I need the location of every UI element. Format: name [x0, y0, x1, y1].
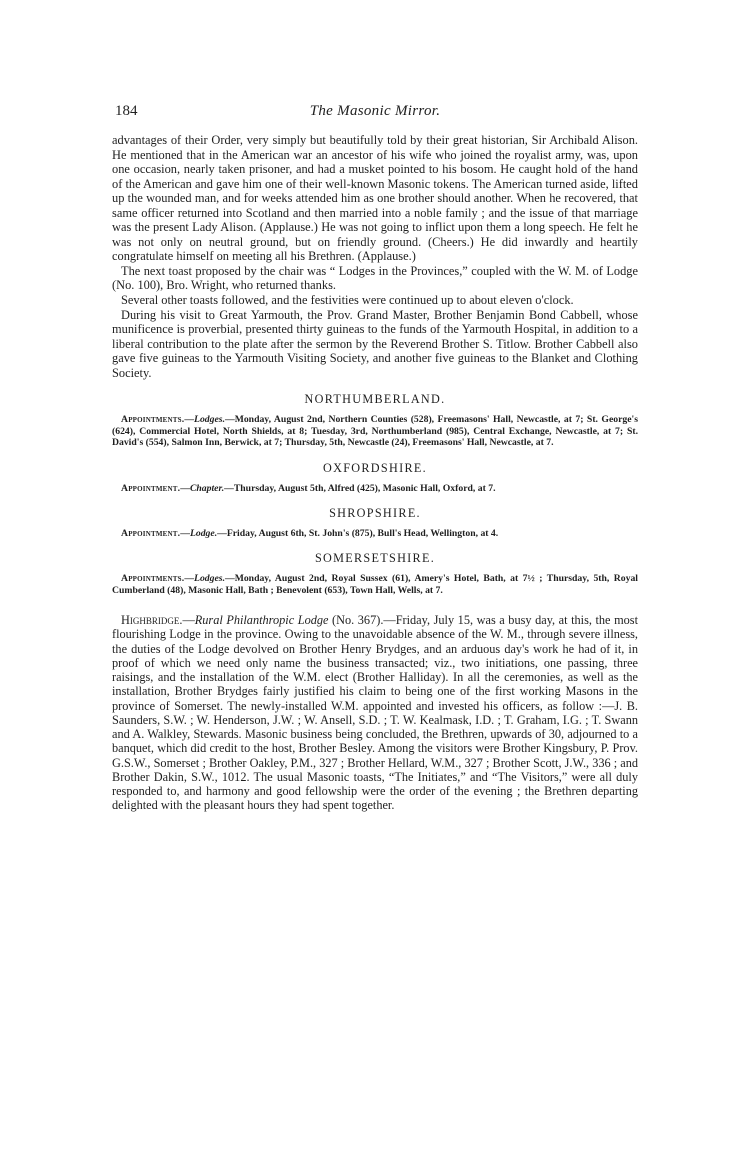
- paragraph: advantages of their Order, very simply but beautifully told by their great historian, Sir Archibald Alison. He mentioned that in the American war an ancestor of his wife who joined the royalist army, was, upon one occasion, nearly taken prisoner, and had a musket pointed to his bosom. He caught hold of the hand of the American and gave him one of their well-known Masonic tokens. The American turned aside, lifted up the wounded man, and for weeks attended him as one brother should another. When he recovered, that same officer returned into Scotland and then married into a noble family ; and the issue of that marriage was the present Lady Alison. (Applause.) He was not going to inflict upon them a long speech. He felt he was not only on neutral ground, but on friendly ground. (Cheers.) He did inwardly and heartily congratulate himself on meeting all his Brethren. (Applause.): [112, 133, 638, 264]
- section-heading-shropshire: SHROPSHIRE.: [329, 505, 421, 520]
- section-heading-oxfordshire: OXFORDSHIRE.: [323, 460, 427, 475]
- appointment-label: Appointments.: [121, 573, 185, 585]
- running-title: The Masonic Mirror.: [309, 103, 441, 119]
- appointment-kind: Lodge.: [189, 527, 218, 539]
- page: [112, 103, 638, 813]
- appointment-kind: Lodges.: [194, 414, 225, 426]
- paragraph: Several other toasts followed, and the festivities were continued up to about eleven o'clock.: [121, 293, 574, 308]
- appointment-text: —Monday, August 2nd, Royal Sussex (61), Amery's Hotel, Bath, at 7½ ; Thursday, 5th, Royal Cumberland (48), Masonic Hall, Bath ; Benevolent (653), Town Hall, Wells, at 7.: [112, 573, 638, 596]
- appointments-shropshire: Appointment.—Lodge.—Friday, August 6th, St. John's (875), Bull's Head, Wellington, at 4.: [121, 527, 499, 539]
- appointment-label: Appointment.: [121, 527, 181, 539]
- intro-text: [112, 133, 638, 380]
- appointments-somersetshire: Appointments.—Lodges.—Monday, August 2nd, Royal Sussex (61), Amery's Hotel, Bath, at 7½ ; Thursday, 5th, Royal Cumberland (48), Masonic Hall, Bath ; Benevolent (653), Town Hall, Wells, at 7.: [112, 573, 638, 596]
- paragraph: Highbridge.—Rural Philanthropic Lodge (No. 367).—Friday, July 15, was a busy day, at this, the most flourishing Lodge in the province. Owing to the unavoidable absence of the W. M., through severe illness, the duties of the Lodge devolved on Brother Henry Brydges, and an arduous day's work he had of it, in proof of which we need only name the business transacted; viz., two initiations, one passing, three raisings, and the installation of the W.M. elect (Brother Halliday). In all the ceremonies, as well as the installation, Brother Brydges fairly justified his claim to being one of the first working Masons in the province of Somerset. The newly-installed W.M. appointed and invested his officers, as follow :—J. B. Saunders, S.W. ; W. Henderson, J.W. ; W. Ansell, S.D. ; T. W. Kealmask, I.D. ; T. Graham, I.G. ; T. Swann and A. Walkley, Stewards. Masonic business being concluded, the Brethren, upwards of 30, adjourned to a banquet, which did credit to the host, Brother Besley. Among the visitors were Brother Kingsbury, P. Prov. G.S.W., Somerset ; Brother Oakley, P.M., 327 ; Brother Hellard, W.M., 327 ; Brother Scott, J.W., 336 ; and Brother Dakin, S.W., 1012. The usual Masonic toasts, “The Initiates,” and “The Visitors,” were all duly responded to, and harmony and good fellowship were the order of the evening ; the Brethren departing delighted with the pleasant hours they had spent together.: [112, 613, 638, 813]
- section-heading-northumberland: NORTHUMBERLAND.: [304, 392, 446, 407]
- appointment-kind: Chapter.: [189, 482, 225, 494]
- paragraph: The next toast proposed by the chair was “ Lodges in the Provinces,” coupled with the W. M. of Lodge (No. 100), Bro. Wright, who returned thanks.: [112, 263, 638, 293]
- paragraph: During his visit to Great Yarmouth, the Prov. Grand Master, Brother Benjamin Bond Cabbell, whose munificence is proverbial, presented thirty guineas to the funds of the Yarmouth Hospital, in addition to a liberal contribution to the plate after the sermon by the Reverend Brother S. Titlow. Brother Cabbell also gave five guineas to the Yarmouth Visiting Society, and another five guineas to the Blanket and Clothing Society.: [112, 307, 638, 380]
- appointments-oxfordshire: Appointment.—Chapter.—Thursday, August 5th, Alfred (425), Masonic Hall, Oxford, at 7.: [121, 482, 496, 494]
- appointment-text: —Monday, August 2nd, Northern Counties (528), Freemasons' Hall, Newcastle, at 7; St. George's (624), Commercial Hotel, North Shields, at 8; Tuesday, 3rd, Northumberland (985), Central Exchange, Newcastle, at 7; St. David's (554), Salmon Inn, Berwick, at 7; Thursday, 5th, Newcastle (24), Freemasons' Hall, Newcastle, at 7.: [112, 414, 638, 449]
- appointment-text: —Thursday, August 5th, Alfred (425), Masonic Hall, Oxford, at 7.: [224, 482, 496, 494]
- appointment-kind: Lodges.: [194, 573, 225, 585]
- highbridge-report: [112, 613, 638, 813]
- lodge-name: Rural Philanthropic Lodge: [194, 613, 329, 628]
- page-number: 184: [115, 103, 138, 119]
- appointments-northumberland: Appointments.—Lodges.—Monday, August 2nd, Northern Counties (528), Freemasons' Hall, Newcastle, at 7; St. George's (624), Commercial Hotel, North Shields, at 8; Tuesday, 3rd, Northumberland (985), Central Exchange, Newcastle, at 7; St. David's (554), Salmon Inn, Berwick, at 7; Thursday, 5th, Newcastle (24), Freemasons' Hall, Newcastle, at 7.: [112, 414, 638, 449]
- page-header: [112, 103, 638, 123]
- appointment-label: Appointment.: [121, 482, 181, 494]
- report-text: (No. 367).—Friday, July 15, was a busy day, at this, the most flourishing Lodge in the province. Owing to the unavoidable absence of the W. M., through severe illness, the duties of the Lodge devolved on Brother Henry Brydges, and an arduous day's work he had of it, in proof of which we need only name the business transacted; viz., two initiations, one passing, three raisings, and the installation of the W.M. elect (Brother Halliday). In all the ceremonies, as well as the installation, Brother Brydges fairly justified his claim to being one of the first working Masons in the province of Somerset. The newly-installed W.M. appointed and invested his officers, as follow :—J. B. Saunders, S.W. ; W. Henderson, J.W. ; W. Ansell, S.D. ; T. W. Kealmask, I.D. ; T. Graham, I.G. ; T. Swann and A. Walkley, Stewards. Masonic business being concluded, the Brethren, upwards of 30, adjourned to a banquet, which did credit to the host, Brother Besley. Among the visitors were Brother Kingsbury, P. Prov. G.S.W., Somerset ; Brother Oakley, P.M., 327 ; Brother Hellard, W.M., 327 ; Brother Scott, J.W., 336 ; and Brother Dakin, S.W., 1012. The usual Masonic toasts, “The Initiates,” and “The Visitors,” were all duly responded to, and harmony and good fellowship were the order of the evening ; the Brethren departing delighted with the pleasant hours they had spent together.: [112, 613, 638, 813]
- place-name: Highbridge.: [121, 613, 183, 628]
- appointment-label: Appointments.: [121, 414, 185, 426]
- appointment-text: —Friday, August 6th, St. John's (875), Bull's Head, Wellington, at 4.: [217, 527, 499, 539]
- section-heading-somersetshire: SOMERSETSHIRE.: [314, 551, 436, 566]
